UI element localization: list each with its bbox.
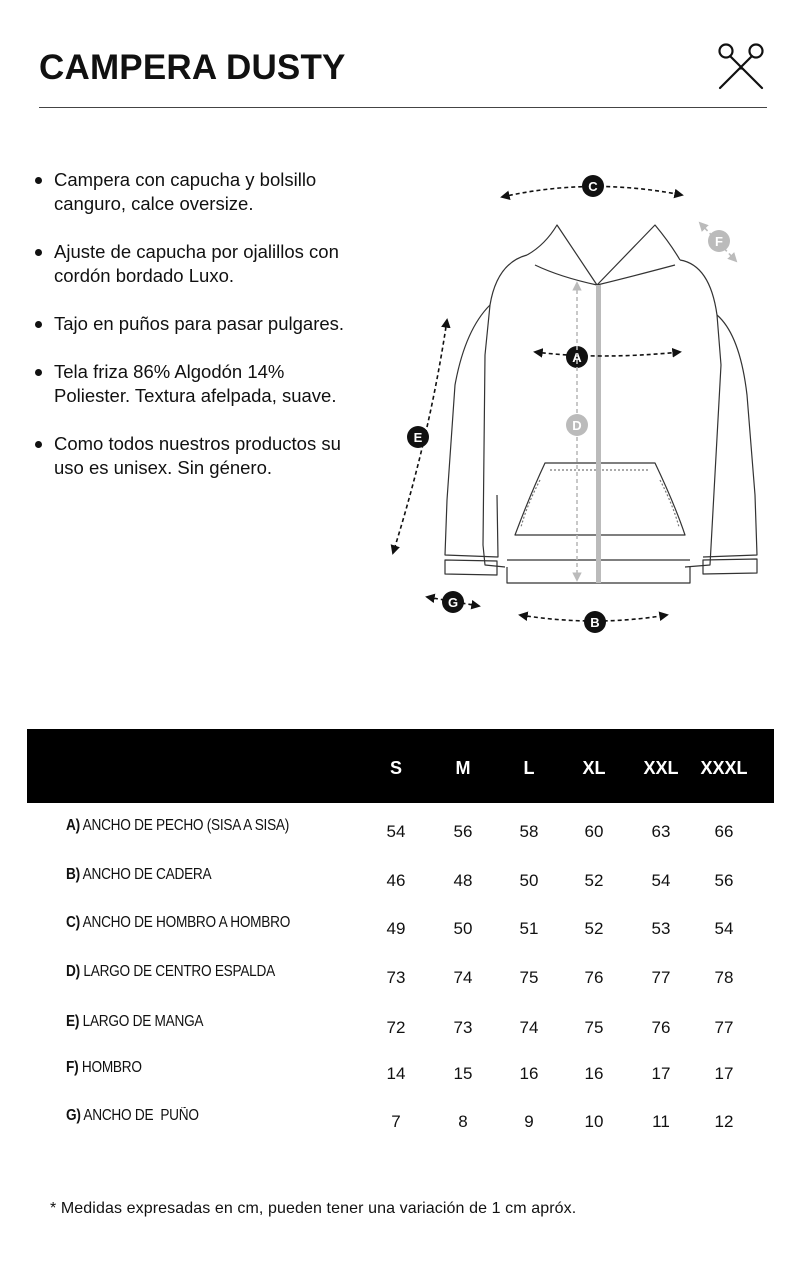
table-cell: 72 [386, 1018, 406, 1037]
table-cell: 54 [651, 871, 671, 890]
table-cell: 74 [519, 1018, 539, 1037]
table-row [0, 817, 800, 847]
measure-a-arrow [535, 352, 680, 356]
table-cell: 74 [453, 968, 473, 987]
page-title: CAMPERA DUSTY [39, 48, 346, 87]
table-cell: 78 [714, 968, 734, 987]
row-label: D) LARGO DE CENTRO ESPALDA [66, 963, 275, 980]
table-row [0, 866, 800, 896]
table-cell: 66 [714, 822, 734, 841]
measurement-footnote: * Medidas expresadas en cm, pueden tener una variación de 1 cm apróx. [50, 1200, 577, 1217]
table-cell: 12 [714, 1112, 734, 1131]
row-label: G) ANCHO DE PUÑO [66, 1107, 199, 1124]
size-header-m: M [455, 758, 471, 778]
table-cell: 60 [584, 822, 604, 841]
table-cell: 48 [453, 871, 473, 890]
table-cell: 10 [584, 1112, 604, 1131]
table-cell: 17 [651, 1064, 671, 1083]
table-cell: 16 [584, 1064, 604, 1083]
table-cell: 11 [652, 1112, 670, 1131]
table-cell: 51 [519, 919, 539, 938]
measure-e-label: E [413, 430, 423, 445]
table-cell: 58 [519, 822, 539, 841]
table-row [0, 1013, 800, 1043]
feature-item: Tela friza 86% Algodón 14% Poliester. Textura afelpada, suave. [32, 360, 352, 408]
row-label: F) HOMBRO [66, 1059, 142, 1076]
measure-b-label: B [590, 615, 600, 630]
table-cell: 16 [519, 1064, 539, 1083]
table-cell: 75 [584, 1018, 604, 1037]
size-header-s: S [389, 758, 402, 778]
table-cell: 77 [651, 968, 671, 987]
measure-d-label: D [572, 418, 582, 433]
table-cell: 56 [714, 871, 734, 890]
feature-item: Como todos nuestros productos su uso es unisex. Sin género. [32, 432, 352, 480]
table-row [0, 1059, 800, 1089]
table-cell: 50 [453, 919, 473, 938]
feature-item: Tajo en puños para pasar pulgares. [32, 312, 352, 336]
measure-g-label: G [447, 595, 459, 610]
table-cell: 73 [453, 1018, 473, 1037]
table-cell: 50 [519, 871, 539, 890]
table-cell: 49 [386, 919, 406, 938]
table-cell: 56 [453, 822, 473, 841]
size-header-xxxl: XXXL [700, 758, 748, 778]
table-cell: 54 [386, 822, 406, 841]
row-label: A) ANCHO DE PECHO (SISA A SISA) [66, 817, 290, 834]
title-divider [39, 107, 767, 108]
table-cell: 76 [584, 968, 604, 987]
size-table-header [27, 729, 774, 803]
row-label: B) ANCHO DE CADERA [66, 866, 212, 883]
table-cell: 46 [386, 871, 406, 890]
table-cell: 63 [651, 822, 671, 841]
table-cell: 17 [714, 1064, 734, 1083]
zipper [596, 285, 601, 583]
table-row [0, 963, 800, 993]
table-row [0, 914, 800, 944]
table-cell: 9 [524, 1112, 534, 1131]
size-header-l: L [523, 758, 535, 778]
hoodie-measurement-diagram [385, 165, 765, 645]
table-cell: 77 [714, 1018, 734, 1037]
table-cell: 73 [386, 968, 406, 987]
scissors-icon [716, 42, 766, 90]
table-cell: 15 [453, 1064, 473, 1083]
table-cell: 76 [651, 1018, 671, 1037]
table-cell: 7 [391, 1112, 401, 1131]
measure-c-label: C [588, 179, 598, 194]
table-cell: 52 [584, 871, 604, 890]
feature-item: Campera con capucha y bolsillo canguro, calce oversize. [32, 168, 352, 216]
row-label: C) ANCHO DE HOMBRO A HOMBRO [66, 914, 291, 931]
table-cell: 75 [519, 968, 539, 987]
feature-item: Ajuste de capucha por ojalillos con cordón bordado Luxo. [32, 240, 352, 288]
table-row [0, 1107, 800, 1137]
measure-f-label: F [715, 234, 723, 249]
table-cell: 14 [386, 1064, 406, 1083]
table-cell: 54 [714, 919, 734, 938]
size-header-xxl: XXL [643, 758, 679, 778]
feature-list [32, 168, 352, 504]
size-header-xl: XL [582, 758, 606, 778]
table-cell: 8 [458, 1112, 468, 1131]
table-cell: 52 [584, 919, 604, 938]
table-cell: 53 [651, 919, 671, 938]
measure-a-label: A [572, 350, 582, 365]
row-label: E) LARGO DE MANGA [66, 1013, 204, 1030]
